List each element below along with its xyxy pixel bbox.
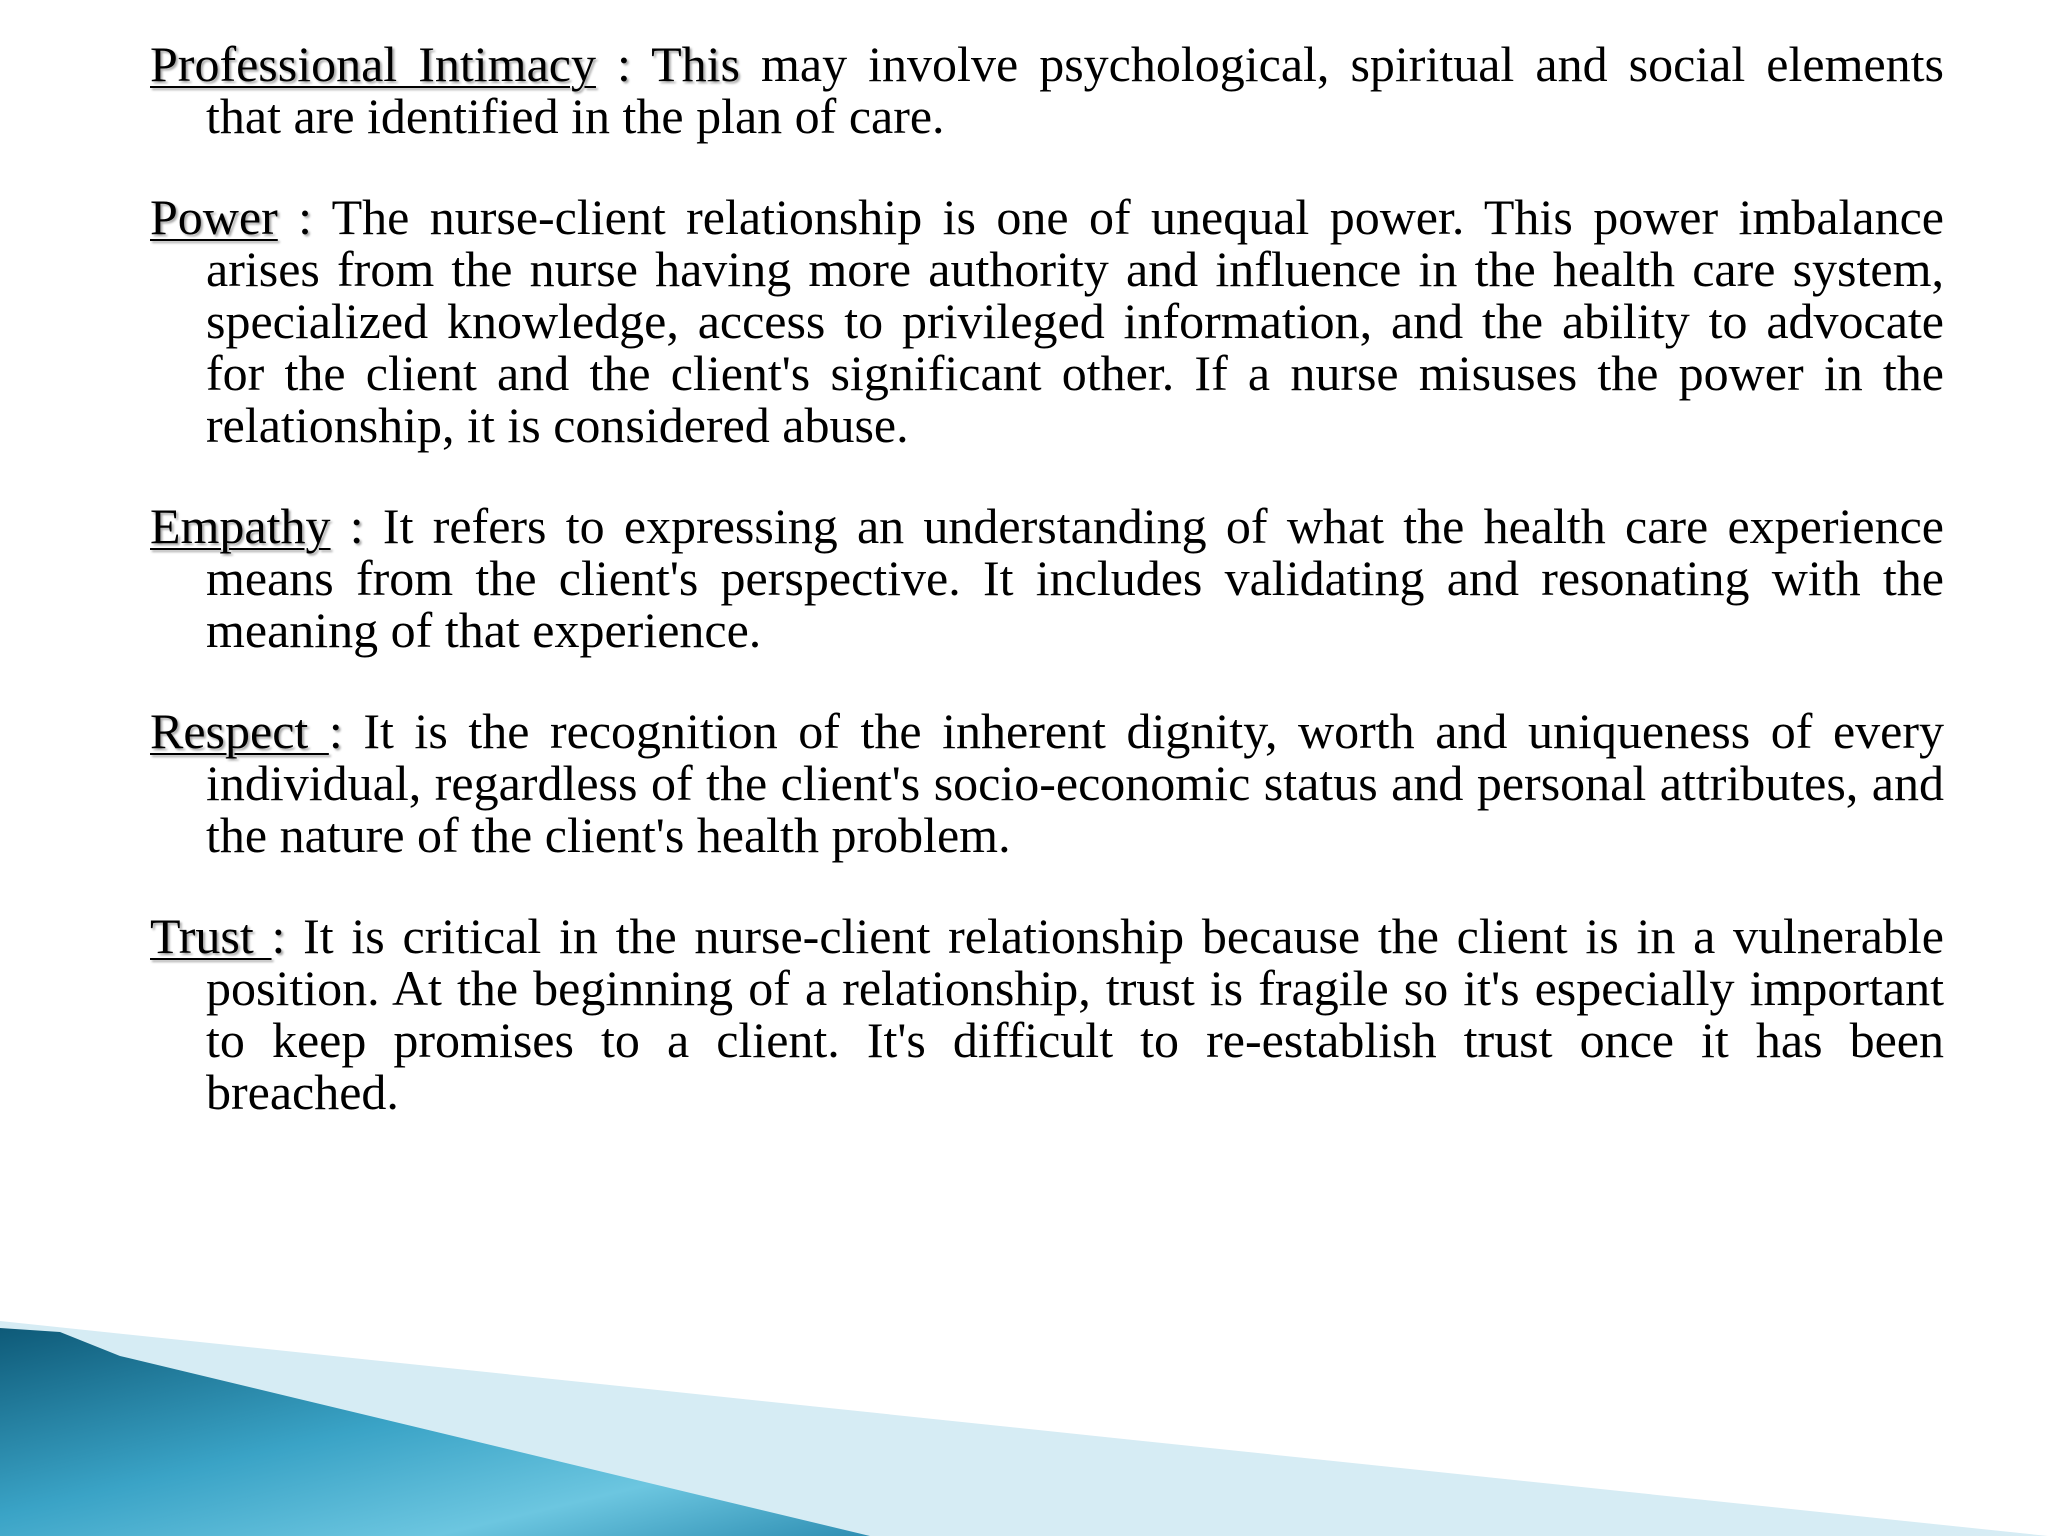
term-professional-intimacy: Professional Intimacy <box>150 36 596 92</box>
term-power: Power <box>150 189 278 245</box>
definition-text: It is critical in the nurse-client relationship because the client is in a vulnerable position. At the beginning of a relationship, trust is fragile so it's especially important to keep promises to a client. It's difficult to re-establish trust once it has been breached. <box>206 908 1945 1120</box>
paragraph-empathy <box>150 500 1944 656</box>
slide-body <box>150 38 1944 1167</box>
paragraph-professional-intimacy <box>150 38 1944 142</box>
term-separator: : <box>328 703 343 759</box>
definition-text: It is the recognition of the inherent dignity, worth and uniqueness of every individual, regardless of the client's socio-economic status and personal attributes, and the nature of the client's health problem. <box>206 703 1944 863</box>
paragraph-trust <box>150 910 1944 1118</box>
definition-text: may involve psychological, spiritual and social elements that are identified in the plan of care. <box>206 36 1945 144</box>
slide-corner-decoration <box>0 1276 2048 1536</box>
paragraph-respect <box>150 705 1944 861</box>
paragraph-power <box>150 191 1944 451</box>
term-separator: : <box>277 189 313 245</box>
term-empathy: Empathy <box>150 498 331 554</box>
term-separator: : <box>271 908 286 964</box>
term-respect: Respect <box>150 703 329 759</box>
definition-text: It refers to expressing an understanding of what the health care experience means from the client's perspective. It includes validating and resonating with the meaning of that experience. <box>206 498 1944 658</box>
term-separator: : This <box>595 36 740 92</box>
term-trust: Trust <box>150 908 272 964</box>
term-separator: : <box>330 498 364 554</box>
definition-text: The nurse-client relationship is one of unequal power. This power imbalance arises from the nurse having more authority and influence in the health care system, specialized knowledge, access to privileged information, and the ability to advocate for the client and the client's significant other. If a nurse misuses the power in the relationship, it is considered abuse. <box>206 189 1944 453</box>
